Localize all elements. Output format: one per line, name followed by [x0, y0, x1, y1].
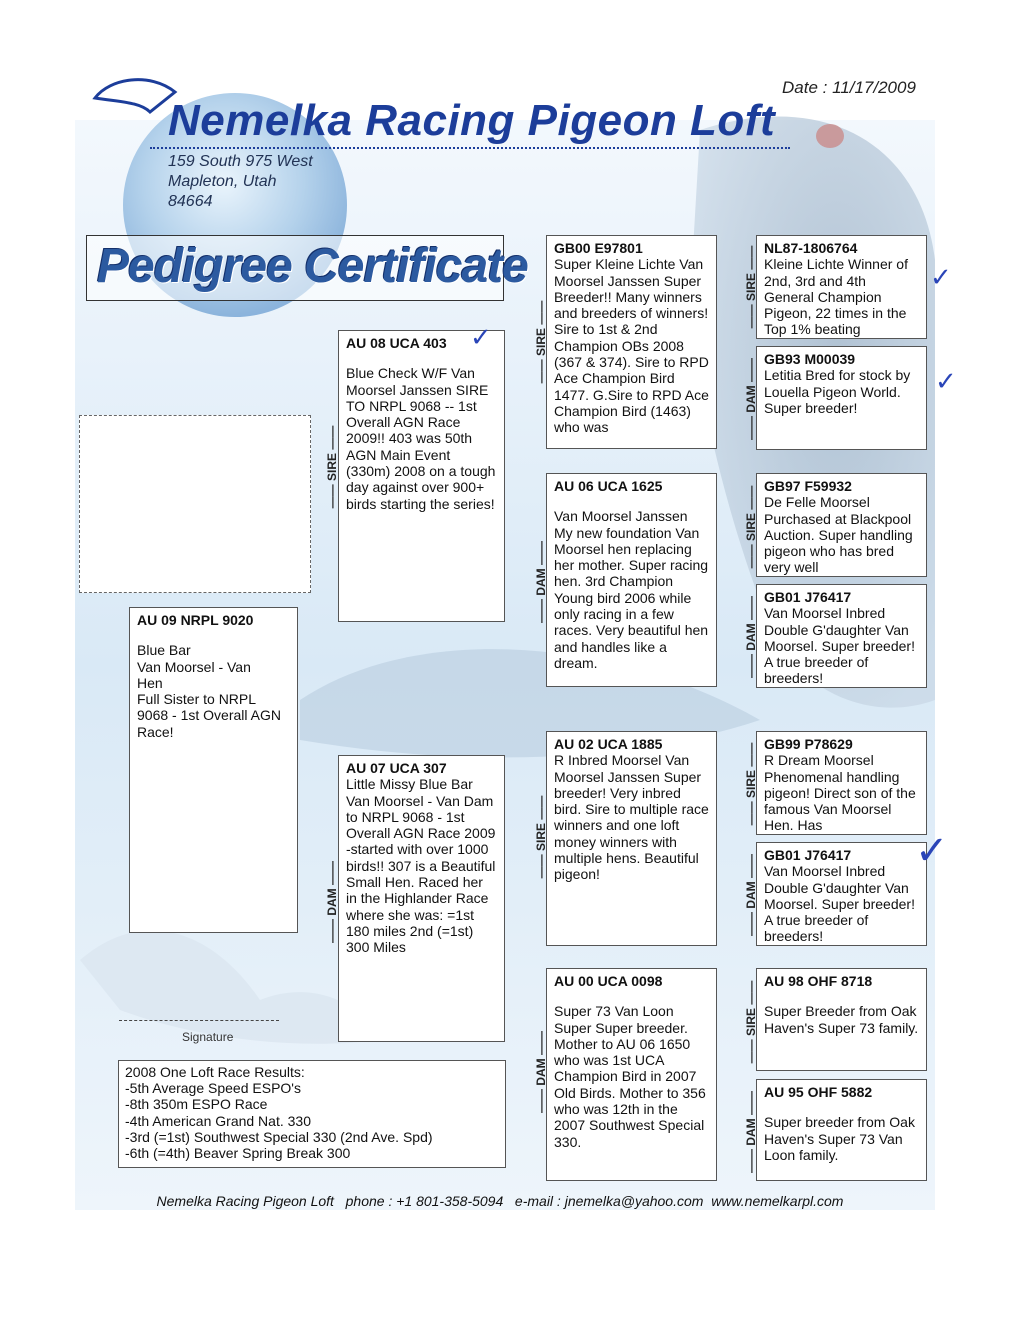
- subject-line: 9068 - 1st Overall AGN: [137, 707, 281, 724]
- grandparent-box: [546, 968, 717, 1181]
- race-result-line: -8th 350m ESPO Race: [125, 1096, 268, 1113]
- certificate-date: Date : 11/17/2009: [782, 78, 916, 97]
- subject-line: Race!: [137, 723, 174, 740]
- great-grandparent-id: GB01 J76417: [764, 589, 852, 605]
- grandparent-notes: Super Kleine Lichte Van Moorsel Janssen Super Breeder!! Many winners and breeders of winners! Sire to 1st & 2nd Champion OBs 2008 (367 & 374). Sire to RPD Ace Champion Bird 1477. G.Sire to RPD Ace Champion Bird (1463) who was: [554, 256, 709, 436]
- great-grandparent-id: GB01 J76417: [764, 847, 852, 863]
- dam-label: —— DAM ——: [744, 1091, 758, 1173]
- subject-line: Van Moorsel - Van: [137, 658, 251, 675]
- signature-line: [119, 1020, 279, 1021]
- sire-box: [338, 330, 505, 622]
- great-grandparent-notes: Super breeder from Oak Haven's Super 73 Van Loon family.: [764, 1114, 915, 1163]
- subject-id: AU 09 NRPL 9020: [137, 612, 254, 628]
- great-grandparent-notes: Kleine Lichte Winner of 2nd, 3rd and 4th General Champion Pigeon, 22 times in the Top 1% beating: [764, 256, 908, 338]
- great-grandparent-notes: R Dream Moorsel Phenomenal handling pigeon! Direct son of the famous Van Moorsel Hen. Has: [764, 752, 916, 834]
- race-results-box: [118, 1060, 506, 1168]
- sire-label: —— SIRE ——: [534, 300, 548, 384]
- dam-label: —— DAM ——: [744, 854, 758, 936]
- grandparent-box: [546, 731, 717, 946]
- dam-label: —— DAM ——: [744, 358, 758, 440]
- sire-label: —— SIRE ——: [325, 425, 339, 509]
- sire-label: —— SIRE ——: [744, 980, 758, 1064]
- great-grandparent-box: [756, 473, 927, 577]
- great-grandparent-notes: Van Moorsel Inbred Double G'daughter Van Moorsel. Super breeder! A true breeder of breeders!: [764, 605, 915, 687]
- dam-label: —— DAM ——: [325, 861, 339, 943]
- great-grandparent-id: GB93 M00039: [764, 351, 856, 367]
- race-results-heading: 2008 One Loft Race Results:: [125, 1064, 305, 1080]
- title-underline: [150, 147, 790, 149]
- race-result-line: -3rd (=1st) Southwest Special 330 (2nd Ave. Spd): [125, 1128, 433, 1145]
- sire-label: —— SIRE ——: [744, 485, 758, 569]
- grandparent-id: AU 02 UCA 1885: [554, 736, 663, 752]
- great-grandparent-notes: Letitia Bred for stock by Louella Pigeon World. Super breeder!: [764, 367, 911, 416]
- grandparent-id: AU 00 UCA 0098: [554, 973, 663, 989]
- grandparent-box: [546, 473, 717, 687]
- certificate-title: Pedigree Certificate: [97, 240, 528, 293]
- race-result-line: -4th American Grand Nat. 330: [125, 1112, 311, 1129]
- check-mark-icon: ✓: [930, 262, 952, 292]
- grandparent-notes: R Inbred Moorsel Van Moorsel Janssen Super breeder! Very inbred bird. Sire to multiple race winners and one loft money winners with multiple hens. Beautiful pigeon!: [554, 752, 709, 883]
- great-grandparent-id: AU 95 OHF 5882: [764, 1084, 873, 1100]
- sire-id: AU 08 UCA 403: [346, 335, 447, 351]
- dam-label: —— DAM ——: [744, 596, 758, 678]
- grandparent-notes: Super 73 Van Loon Super Super breeder. Mother to AU 06 1650 who was 1st UCA Champion Bird in 2007 Old Birds. Mother to 356 who was 12th in the 2007 Southwest Special 330.: [554, 1003, 706, 1150]
- footer-contact: Nemelka Racing Pigeon Loft phone : +1 801-358-5094 e-mail : jnemelka@yahoo.com www.nemelkarpl.com: [156, 1193, 844, 1209]
- great-grandparent-id: NL87-1806764: [764, 240, 858, 256]
- subject-line: Hen: [137, 674, 163, 691]
- dam-label: —— DAM ——: [534, 541, 548, 623]
- sire-label: —— SIRE ——: [534, 795, 548, 879]
- subject-line: Full Sister to NRPL: [137, 691, 257, 708]
- great-grandparent-box: [756, 584, 927, 688]
- dam-label: —— DAM ——: [534, 1031, 548, 1113]
- great-grandparent-box: [756, 1079, 927, 1181]
- page-title: Nemelka Racing Pigeon Loft: [168, 96, 776, 145]
- subject-line: Blue Bar: [137, 642, 191, 659]
- photo-placeholder: [79, 415, 311, 593]
- great-grandparent-box: [756, 731, 927, 835]
- subject-box: [129, 607, 298, 933]
- signature-label: Signature: [182, 1030, 234, 1044]
- dam-id: AU 07 UCA 307: [346, 760, 447, 776]
- address-line: 84664: [168, 193, 213, 210]
- address-line: 159 South 975 West: [168, 153, 313, 170]
- great-grandparent-box: [756, 968, 927, 1071]
- dam-box: [338, 755, 505, 1042]
- check-mark-icon: ✓: [915, 829, 949, 873]
- certificate-banner: [86, 235, 528, 301]
- grandparent-box: [546, 235, 717, 449]
- grandparent-id: GB00 E97801: [554, 240, 643, 256]
- great-grandparent-notes: Super Breeder from Oak Haven's Super 73 family.: [764, 1003, 919, 1036]
- loft-address: [168, 152, 313, 212]
- grandparent-notes: Van Moorsel Janssen My new foundation Van Moorsel hen replacing her mother. Super racing hen. 3rd Champion Young bird 2006 while only racing in a few races. Very beautiful hen and handles like a dream.: [554, 508, 709, 671]
- great-grandparent-box: [756, 842, 927, 946]
- sire-label: —— SIRE ——: [744, 245, 758, 329]
- great-grandparent-box: [756, 346, 927, 450]
- dam-notes: Little Missy Blue Bar Van Moorsel - Van Dam to NRPL 9068 - 1st Overall AGN Race 2009 -started with over 1000 birds!! 307 is a Beautiful Small Hen. Raced her in the Highlander Race where she was: =1st 180 miles 2nd (=1st) 300 Miles: [346, 776, 496, 956]
- race-result-line: -6th (=4th) Beaver Spring Break 300: [125, 1145, 351, 1162]
- great-grandparent-box: [756, 235, 927, 339]
- address-line: Mapleton, Utah: [168, 173, 277, 190]
- check-mark-icon: ✓: [470, 322, 492, 352]
- great-grandparent-id: GB99 P78629: [764, 736, 853, 752]
- great-grandparent-id: AU 98 OHF 8718: [764, 973, 873, 989]
- check-mark-icon: ✓: [935, 366, 957, 396]
- sire-label: —— SIRE ——: [744, 742, 758, 826]
- great-grandparent-notes: De Felle Moorsel Purchased at Blackpool Auction. Super handling pigeon who has bred very well: [764, 494, 913, 576]
- great-grandparent-notes: Van Moorsel Inbred Double G'daughter Van Moorsel. Super breeder! A true breeder of breeders!: [764, 863, 915, 945]
- sire-notes: Blue Check W/F Van Moorsel Janssen SIRE TO NRPL 9068 -- 1st Overall AGN Race 2009!! 403 was 50th AGN Main Event (330m) 2008 on a tough day against over 900+ birds starting the series!: [346, 365, 496, 512]
- great-grandparent-id: GB97 F59932: [764, 478, 852, 494]
- race-result-line: -5th Average Speed ESPO's: [125, 1080, 301, 1097]
- grandparent-id: AU 06 UCA 1625: [554, 478, 663, 494]
